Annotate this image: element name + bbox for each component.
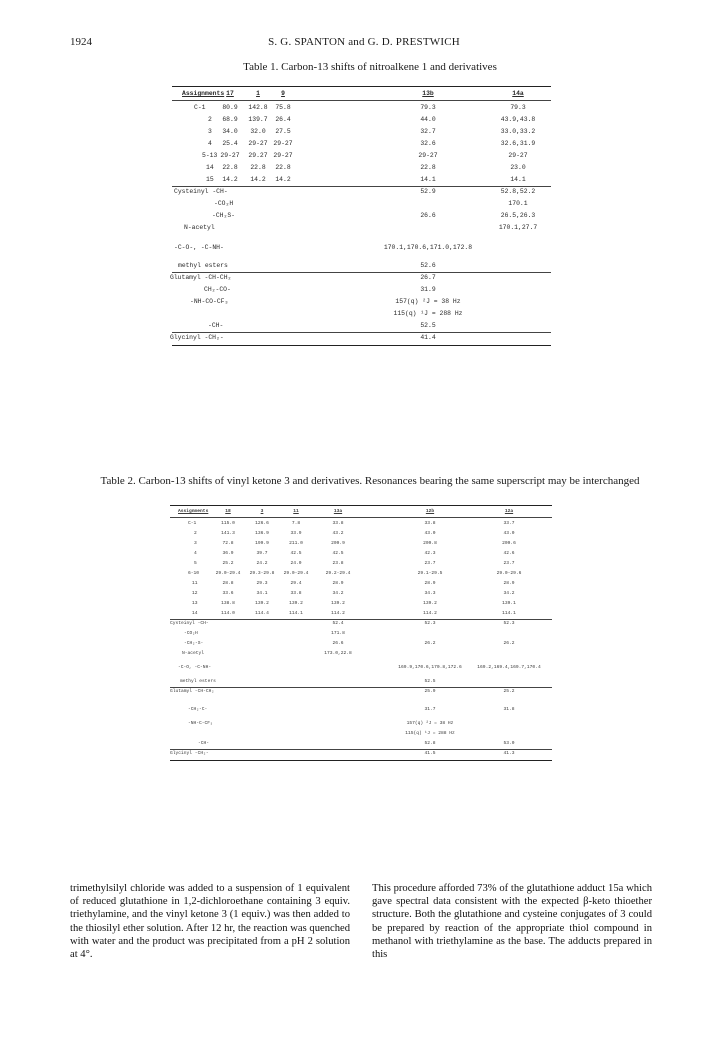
table2-cell: 114.0 [221,611,235,616]
table1-cell: 22.8 [275,164,291,171]
table1-cell: 32.0 [250,128,266,135]
table1-cell: 79.3 [420,104,436,111]
table2-cell: 39.7 [256,551,268,556]
table2-cell: 41.3 [503,751,515,756]
table2-cell: 34.2 [503,591,515,596]
table1-cell: 22.8 [250,164,266,171]
table2-cell: 31.7 [424,707,436,712]
table1-cell: 29-27 [220,152,240,159]
table1-cell: 170.1 [508,200,528,207]
table1-row [0,222,728,234]
table2-cell: 26.2 [503,641,515,646]
table2-col-header: 11 [293,509,299,514]
table2-cell: 43.0 [424,531,436,536]
table2-row-label: 6-10 [188,571,200,576]
table1-header-rule [172,100,551,101]
table2-row-label: -CH₂-S- [184,641,204,646]
table2-row [0,663,728,675]
table1-cell: 139.7 [248,116,268,123]
table2-cell: 52.3 [424,621,436,626]
table1-cell: 29-27 [508,152,528,159]
table1-row [0,320,728,332]
table2-cell: 23.7 [424,561,436,566]
table2-cell: 114.2 [423,611,437,616]
table2-cell: 209.8 [423,541,437,546]
table2-cell: 28.9 [332,581,344,586]
table1-row-label: Glutamyl -CH-CH₂ [170,274,232,281]
body-text-right: This procedure afforded 73% of the glutathione adduct 15a which gave spectral data consistent with the expected β-keto thioether structure. Both the glutathione and cysteine conjugates of 3 could be prepared by reaction of the appropriate thiol compound in methanol with triethylamine as the base. The adducts prepared in this [372,883,652,961]
table2-cell: 72.8 [222,541,234,546]
table1-cell: 14.1 [510,176,526,183]
table2-row-label: Glutamyl -CH-CH₂ [170,689,215,694]
table1-cell: 80.9 [222,104,238,111]
table1-cell: 27.5 [275,128,291,135]
table2-row-label: 5 [194,561,197,566]
table1-cell: 170.1,170.6,171.0,172.8 [383,244,473,251]
table2-cell: 25.2 [503,689,515,694]
table1-bottom-rule [172,345,551,346]
table1-row-label: 15 [206,176,214,183]
table2-cell: 31.8 [503,707,515,712]
table1-cell: 26.4 [275,116,291,123]
table2-cell: 43.0 [503,531,515,536]
table2-cell: 23.7 [503,561,515,566]
table2-cell: 29.0-29.4 [215,571,241,576]
table1-cell: 26.5,26.3 [500,212,536,219]
table2-bottom-rule [170,760,552,761]
table2-cell: 24.0 [290,561,302,566]
table2-row-label: N-acetyl [182,651,205,656]
table1-cell: 14.1 [420,176,436,183]
table1-cell: 44.0 [420,116,436,123]
table2-cell: 136.9 [255,531,269,536]
table2-cell: 139.2 [423,601,437,606]
table1-cell: 41.4 [420,334,436,341]
table1-row [0,114,728,126]
table1-cell: 52.6 [420,262,436,269]
table1-row-label: methyl esters [178,262,228,269]
table1-cell: 52.8,52.2 [500,188,536,195]
table2-cell: 171.8 [331,631,345,636]
table2-cell: 33.8 [424,521,436,526]
table1-cell: 157(q) ²J = 38 Hz [395,298,461,305]
table2-cell: 52.3 [503,621,515,626]
table2-cell: 115.0 [221,521,235,526]
table2-cell: 173.0,22.8 [324,651,352,656]
table1-cell: 142.8 [248,104,268,111]
table1-row-label: -CH₂S- [212,212,236,219]
table2-col-header: 12a [504,509,514,514]
table2-cell: 29.4 [290,581,302,586]
table1-cell: 29-27 [273,152,293,159]
table2-cell: 33.7 [503,521,515,526]
page-number: 1924 [70,36,92,48]
table2-row-label: -CO₂H [184,631,198,636]
table2-row-label: 12 [192,591,198,596]
table2-cell: 42.5 [332,551,344,556]
table1-cell: 25.4 [222,140,238,147]
table2-cell: 34.1 [256,591,268,596]
table2-cell: 36.9 [222,551,234,556]
table1-header-row [0,88,728,100]
body-text-left: trimethylsilyl chloride was added to a suspension of 1 equivalent of reduced glutathione in 1,2-dichloroethane containing 3 equiv. triethylamine, and the vinyl ketone 3 (1 equiv.) was then added to the thiosilyl ether solution. After 12 hr, the reaction was quenched with water and the product was precipitated from a pH 2 solution at 4°. [70,883,350,961]
table1-row [0,242,728,254]
table1-row [0,210,728,222]
table1-row-label: 14 [206,164,214,171]
table1-top-rule [172,86,551,87]
table2-cell: 25.2 [222,561,234,566]
table1-row-label: CH₂-CO- [204,286,231,293]
table2-cell: 23.8 [332,561,344,566]
table1-row [0,296,728,308]
table1-cell: 14.2 [250,176,266,183]
table1-col-header: 1 [256,90,260,97]
table1-caption: Table 1. Carbon-13 shifts of nitroalkene 1 and derivatives [243,61,497,73]
table2-caption: Table 2. Carbon-13 shifts of vinyl ketone 3 and derivatives. Resonances bearing the same superscript may be interchanged [100,475,640,487]
table1-cell: 79.3 [510,104,526,111]
table2-cell: 25.9 [424,689,436,694]
table2-cell: 52.4 [332,621,344,626]
table2-cell: 34.2 [332,591,344,596]
table1-cell: 32.6 [420,140,436,147]
table1-cell: 75.8 [275,104,291,111]
table2-row-label: 14 [192,611,198,616]
table1-cell: 26.7 [420,274,436,281]
table1-row-label: -CO₂H [214,200,234,207]
table2-cell: 33.8 [332,521,344,526]
table1-row [0,138,728,150]
table1-row-label: -NH-CO-CF₃ [190,298,229,305]
table1-col-header: 13b [422,90,434,97]
table1-cell: 29.27 [248,152,268,159]
table1-row [0,308,728,320]
table2-row-label: 13 [192,601,198,606]
table2-row [0,705,728,717]
table2-row-label: 2 [194,531,197,536]
table1-row [0,162,728,174]
running-head: S. G. SPANTON and G. D. PRESTWICH [268,36,460,48]
table1-col-header: 9 [281,90,285,97]
table1-cell: 31.9 [420,286,436,293]
table2-cell: 33.6 [222,591,234,596]
table2-col-header: 3 [260,509,264,514]
table1-row [0,198,728,210]
table2-cell: 115(q) ¹J = 288 Hz [405,731,455,736]
table2-row-label: C-1 [188,521,197,526]
table1-cell: 32.6,31.9 [500,140,536,147]
table1-cell: 115(q) ¹J = 288 Hz [393,310,463,317]
table2-cell: 114.1 [502,611,516,616]
table2-cell: 34.3 [424,591,436,596]
table2-cell: 29.3 [256,581,268,586]
table2-row [0,687,728,699]
table2-cell: 29.2-29.4 [325,571,351,576]
table2-cell: 28.8 [222,581,234,586]
table2-cell: 209.6 [502,541,516,546]
table1-row-label: Glycinyl -CH₂- [170,334,224,341]
table2-cell: 52.5 [424,679,436,684]
table1-row-label: 5-13 [202,152,218,159]
table2-row-label: -CH- [198,741,210,746]
table2-header-rule [170,517,552,518]
table1-row-label: -CH- [208,322,224,329]
table2-cell: 29.0-29.4 [283,571,309,576]
table2-cell: 43.2 [332,531,344,536]
table2-cell: 139.2 [289,601,303,606]
table1-cell: 29-27 [418,152,438,159]
table1-row [0,102,728,114]
table2-cell: 169.9,170.6,170.8,172.6 [398,665,462,670]
table2-cell: 209.9 [331,541,345,546]
table1-cell: 32.7 [420,128,436,135]
table2-cell: 42.6 [503,551,515,556]
table2-cell: 211.0 [289,541,303,546]
table1-cell: 22.8 [420,164,436,171]
table2-cell: 169.2,169.4,169.7,170.4 [477,665,541,670]
table1-cell: 33.0,33.2 [500,128,536,135]
table1-cell: 26.6 [420,212,436,219]
table2-cell: 53.0 [503,741,515,746]
table2-col-header: Assignments [178,509,209,514]
table1-cell: 22.8 [222,164,238,171]
table1-col-header: Assignments [182,90,225,97]
table1-cell: 34.0 [222,128,238,135]
table1-row [0,186,728,198]
table1-cell: 52.5 [420,322,436,329]
table2-cell: 52.8 [424,741,436,746]
table1-cell: 23.0 [510,164,526,171]
table1-row-label: -C-O-, -C-NH- [174,244,224,251]
table1-row-label: C-1 [194,104,206,111]
table2-cell: 139.2 [255,601,269,606]
table1-cell: 14.2 [222,176,238,183]
table2-cell: 29.0-29.6 [496,571,522,576]
table2-cell: 26.2 [424,641,436,646]
table2-cell: 157(q) ²J = 38 Hz [406,721,454,726]
table2-cell: 41.5 [424,751,436,756]
table2-cell: 42.5 [290,551,302,556]
table2-cell: 28.9 [424,581,436,586]
table1-cell: 29-27 [273,140,293,147]
table2-cell: 139.2 [331,601,345,606]
table2-col-header: 13a [333,509,343,514]
table1-row-label: Cysteinyl -CH- [174,188,228,195]
table1-cell: 29-27 [248,140,268,147]
table1-cell: 170.1,27.7 [498,224,538,231]
table2-top-rule [170,505,552,506]
table2-cell: 114.4 [255,611,269,616]
table1-row [0,332,728,344]
table2-row-label: 3 [194,541,197,546]
table2-cell: 141.3 [221,531,235,536]
table1-row [0,284,728,296]
table2-cell: 114.2 [331,611,345,616]
table2-row-label: methyl esters [180,679,216,684]
table2-cell: 26.6 [332,641,344,646]
table2-cell: 29.3-29.8 [249,571,275,576]
table2-cell: 24.2 [256,561,268,566]
table2-row-label: -C-O, -C-NH- [178,665,212,670]
table2-col-header: 12b [425,509,435,514]
table2-cell: 126.6 [255,521,269,526]
table2-cell: 28.9 [503,581,515,586]
table2-cell: 114.1 [289,611,303,616]
table2-cell: 42.3 [424,551,436,556]
table1-cell: 52.9 [420,188,436,195]
table1-row-label: 2 [208,116,212,123]
table1-row-label: 4 [208,140,212,147]
table1-row [0,272,728,284]
table2-cell: 199.9 [255,541,269,546]
table2-row-label: 11 [192,581,198,586]
table2-cell: 29.1-29.5 [417,571,443,576]
table2-row-label: 4 [194,551,197,556]
table2-cell: 7.8 [291,521,301,526]
table2-cell: 33.9 [290,531,302,536]
table1-row-label: N-acetyl [184,224,215,231]
table1-row [0,126,728,138]
table2-col-header: 18 [225,509,231,514]
table1-cell: 68.9 [222,116,238,123]
table1-row-label: 3 [208,128,212,135]
table1-row [0,260,728,272]
table1-cell: 14.2 [275,176,291,183]
table1-col-header: 17 [226,90,234,97]
table1-row [0,150,728,162]
table2-cell: 138.8 [221,601,235,606]
table2-cell: 139.1 [502,601,516,606]
table2-row-label: -CH₂-C- [188,707,208,712]
table1-row [0,174,728,186]
table1-col-header: 14a [512,90,524,97]
table2-row-label: -NH-C-CF₃ [188,721,213,726]
table2-row [0,649,728,661]
table2-cell: 33.8 [290,591,302,596]
table2-row-label: Cysteinyl -CH- [170,621,209,626]
table1-cell: 43.9,43.8 [500,116,536,123]
table2-row-label: Glycinyl -CH₂- [170,751,209,756]
